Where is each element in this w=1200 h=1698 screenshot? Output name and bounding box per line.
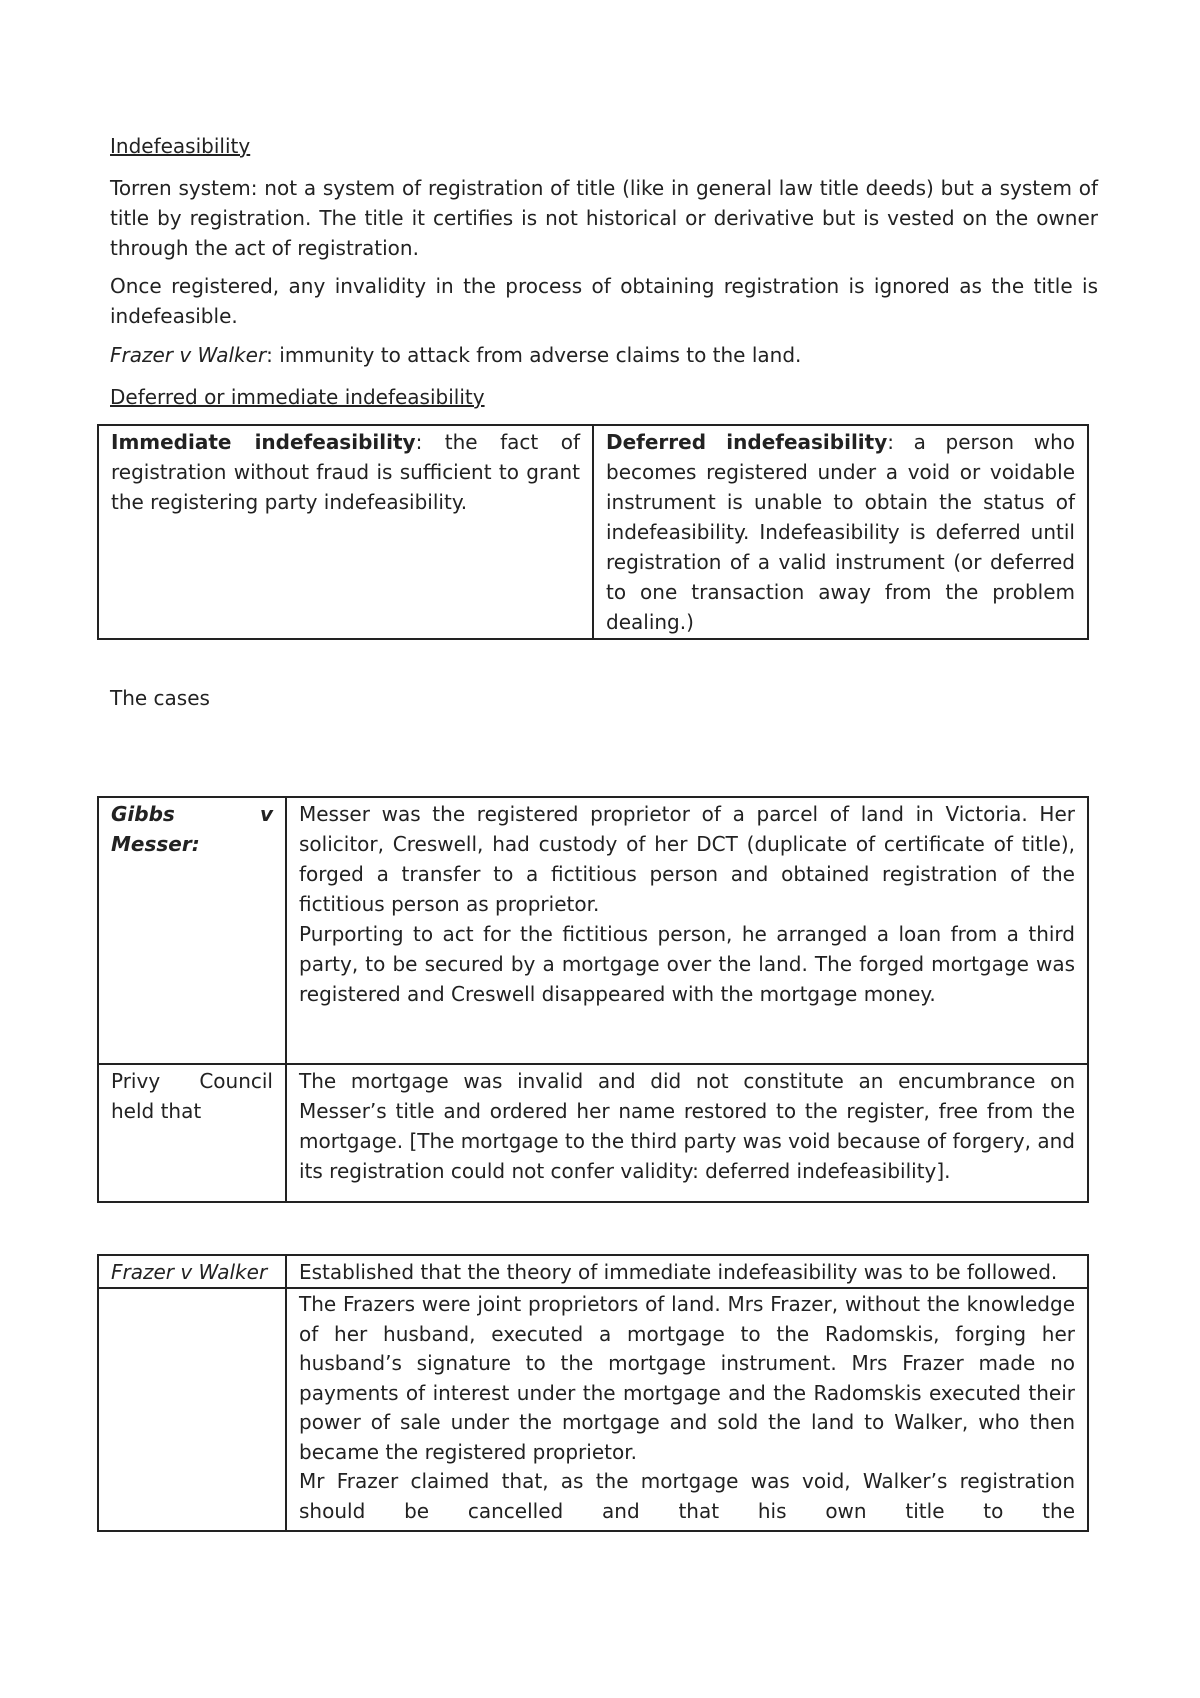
comparison-table [97,424,1089,640]
frazer-empty-cell [98,1288,286,1531]
gibbs-held-text: The mortgage was invalid and did not constitute an encumbrance on Messer’s title and ordered her name restored to the register, free from the mortgage. [The mortgage to the third party was void because of forgery, and its registration could not confer validity: deferred indefeasibility]. [286,1064,1088,1202]
paragraph-once-registered: Once registered, any invalidity in the process of obtaining registration is ignored as the title is indefeasible. [110,274,1098,328]
heading-indefeasibility: Indefeasibility [110,134,251,158]
frazer-facts-2: Mr Frazer claimed that, as the mortgage was void, Walker’s registration should be cancelled and that his own title to the [299,1469,1075,1523]
frazer-facts-cell [286,1288,1088,1531]
gibbs-held-label: Privy Council held that [98,1064,286,1202]
frazer-case-ref: Frazer v Walker [110,343,267,367]
gibbs-facts-cell [286,797,1088,1064]
immediate-term: Immediate indefeasibility [111,430,416,454]
cases-heading: The cases [110,686,210,710]
immediate-text: : the fact of registration without fraud is sufficient to grant the registering party indefeasibility. [111,430,581,514]
table-row [98,1255,1088,1288]
paragraph-torren-system: Torren system: not a system of registration of title (like in general law title deeds) but a system of title by registration. The title it certifies is not historical or derivative but is vested on the owner through the act of registration. [110,176,1098,260]
frazer-walker-table [97,1254,1089,1532]
frazer-established: Established that the theory of immediate indefeasibility was to be followed. [286,1255,1088,1288]
deferred-text: : a person who becomes registered under a void or voidable instrument is unable to obtain the status of indefeasibility. Indefeasibility is deferred until registration of a valid instrument (or deferred to one transaction away from the problem dealing.) [606,430,1075,634]
table-row [98,1288,1088,1531]
frazer-summary: : immunity to attack from adverse claims to the land. [266,343,802,367]
paragraph-frazer-immunity [110,340,1098,370]
gibbs-case-name: Gibbs v Messer: [98,797,286,1064]
table-row [98,425,1088,639]
table-row [98,1064,1088,1202]
frazer-case-name: Frazer v Walker [98,1255,286,1288]
table-row [98,797,1088,1064]
gibbs-facts-2: Purporting to act for the fictitious person, he arranged a loan from a third party, to be secured by a mortgage over the land. The forged mortgage was registered and Creswell disappeared with the mortgage money. [299,922,1075,1006]
subheading-deferred-immediate: Deferred or immediate indefeasibility [110,385,485,409]
immediate-cell [98,425,593,639]
gibbs-facts-1: Messer was the registered proprietor of a parcel of land in Victoria. Her solicitor, Creswell, had custody of her DCT (duplicate of certificate of title), forged a transfer to a fictitious person and obtained registration of the fictitious person as proprietor. [299,802,1075,916]
deferred-term: Deferred indefeasibility [606,430,888,454]
frazer-facts-1: The Frazers were joint proprietors of land. Mrs Frazer, without the knowledge of her husband, executed a mortgage to the Radomskis, forging her husband’s signature to the mortgage instrument. Mrs Frazer made no payments of interest under the mortgage and the Radomskis executed their power of sale under the mortgage and sold the land to Walker, who then became the registered proprietor. [299,1292,1075,1464]
gibbs-messer-table [97,796,1089,1203]
deferred-cell [593,425,1088,639]
